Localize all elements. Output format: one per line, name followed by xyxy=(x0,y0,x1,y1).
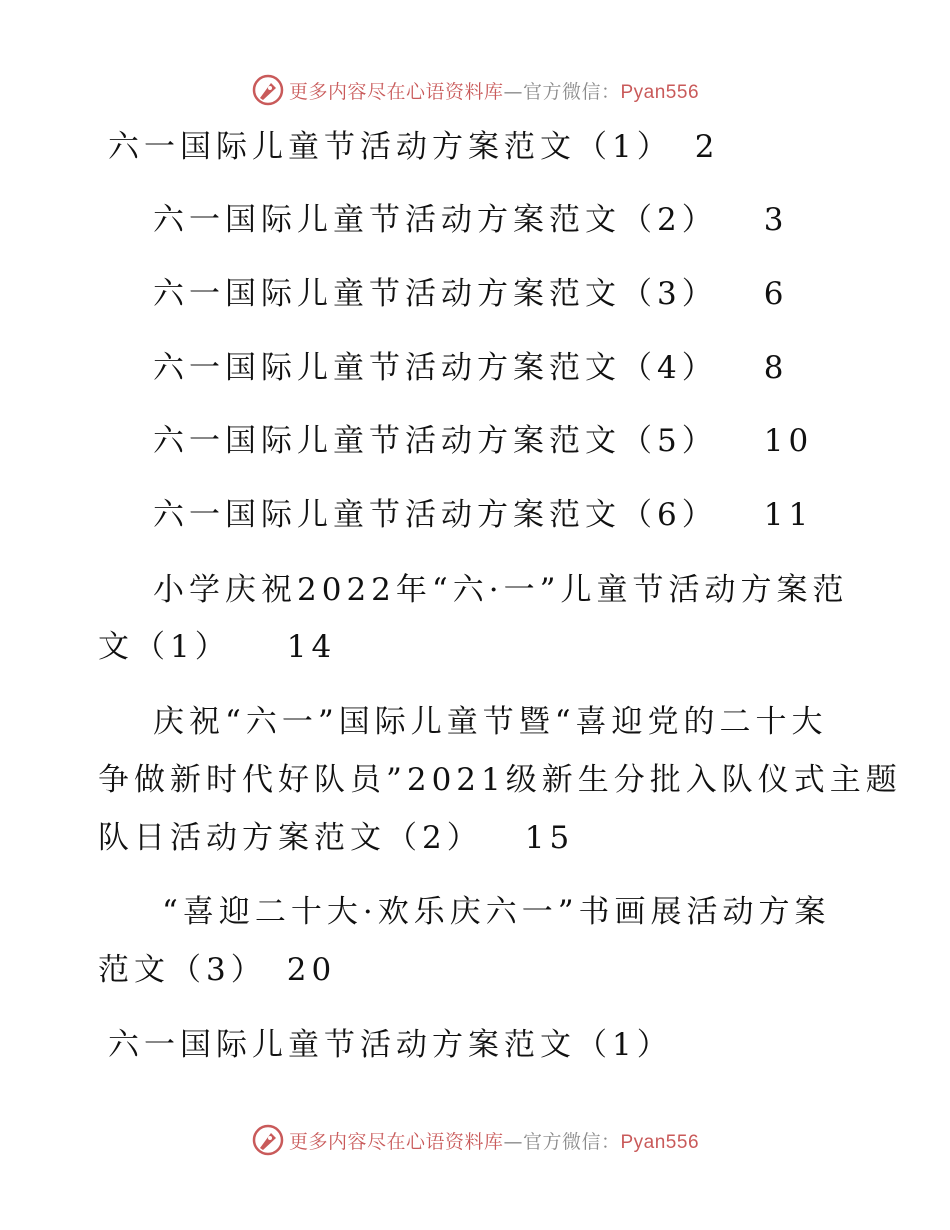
toc-entry-page: 11 xyxy=(763,497,814,533)
toc-entry-title: 六一国际儿童节活动方案范文（2） xyxy=(153,202,718,238)
toc-entry-1[interactable] xyxy=(108,127,719,167)
toc-entry-title-line: 队日活动方案范文（2） 15 xyxy=(98,820,575,856)
toc-entry-title-line: “喜迎二十大·欢乐庆六一”书画展活动方案 xyxy=(162,894,831,930)
toc-entry-title-line: 小学庆祝2022年“六·一”儿童节活动方案范 xyxy=(153,572,849,608)
toc-entry-page: 8 xyxy=(763,350,789,386)
toc-entry-title: 六一国际儿童节活动方案范文（3） xyxy=(153,276,718,312)
banner-main-text: 更多内容尽在心语资料库 xyxy=(288,1130,504,1153)
toc-entry-page: 2 xyxy=(694,129,720,165)
header-banner xyxy=(0,70,950,110)
banner-dash: — xyxy=(503,80,523,103)
toc-entry-title-line: 庆祝“六一”国际儿童节暨“喜迎党的二十大 xyxy=(153,704,828,740)
footer-banner xyxy=(0,1120,950,1160)
section-heading: 六一国际儿童节活动方案范文（1） xyxy=(108,1027,673,1063)
toc-entry-title: 六一国际儿童节活动方案范文（6） xyxy=(153,497,718,533)
toc-entry-title: 六一国际儿童节活动方案范文（4） xyxy=(153,350,718,386)
toc-entry-3[interactable] xyxy=(153,274,788,314)
banner-label: 官方微信： xyxy=(522,80,621,103)
toc-entry-page: 14 xyxy=(286,629,337,665)
toc-entry-5[interactable] xyxy=(153,421,813,461)
pen-nib-logo-icon xyxy=(251,73,285,107)
toc-entry-title: 六一国际儿童节活动方案范文（5） xyxy=(153,423,718,459)
toc-entry-page: 10 xyxy=(763,423,814,459)
pen-nib-logo-icon xyxy=(251,1123,285,1157)
banner-dash: — xyxy=(503,1130,523,1153)
toc-entry-title-line: 文（1） 14 xyxy=(98,629,337,665)
toc-entry-page: 20 xyxy=(286,952,337,988)
toc-entry-page: 15 xyxy=(524,820,575,856)
banner-label: 官方微信： xyxy=(522,1130,621,1153)
toc-entry-title-line: 范文（3） 20 xyxy=(98,952,337,988)
banner-wechat-id: Pyan556 xyxy=(620,81,700,103)
toc-entry-6[interactable] xyxy=(153,495,813,535)
banner-wechat-id: Pyan556 xyxy=(620,1131,700,1153)
toc-entry-4[interactable] xyxy=(153,348,788,388)
toc-entry-title: 六一国际儿童节活动方案范文（1） xyxy=(108,129,673,165)
toc-entry-page: 6 xyxy=(763,276,789,312)
banner-main-text: 更多内容尽在心语资料库 xyxy=(288,80,504,103)
toc-entry-2[interactable] xyxy=(153,200,788,240)
banner-text xyxy=(289,1127,699,1154)
toc-entry-title-line: 争做新时代好队员”2021级新生分批入队仪式主题 xyxy=(98,762,902,798)
banner-text xyxy=(289,77,699,104)
toc-entry-page: 3 xyxy=(763,202,789,238)
